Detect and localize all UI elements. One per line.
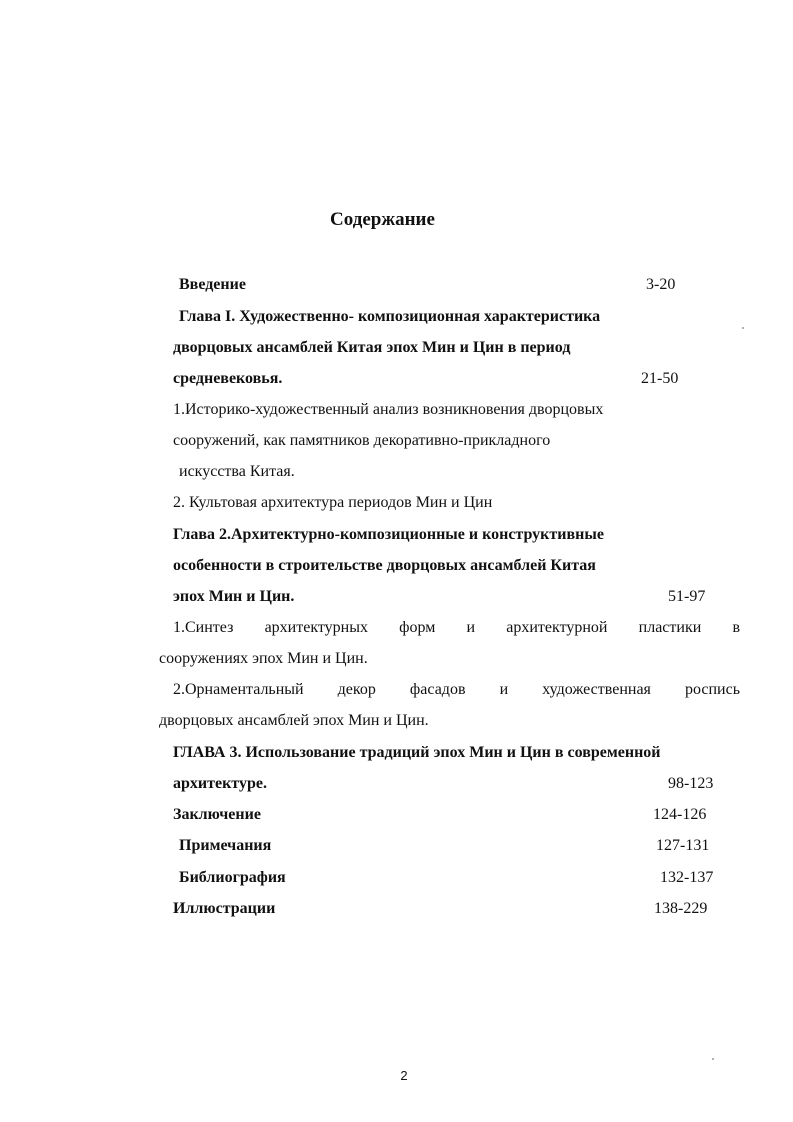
toc-intro-label: Введение bbox=[179, 276, 246, 293]
toc-section1-1-line1: 1.Историко-художественный анализ возникновения дворцовых bbox=[173, 401, 604, 418]
toc-chapter3-line2: архитектуре. bbox=[173, 775, 267, 792]
toc-section2-1-line2: сооружениях эпох Мин и Цин. bbox=[159, 650, 368, 667]
toc-section1-2-line1: 2. Культовая архитектура периодов Мин и Цин bbox=[173, 494, 493, 511]
toc-illustrations-pages: 138-229 bbox=[654, 900, 708, 917]
toc-conclusion-label: Заключение bbox=[173, 806, 261, 823]
toc-chapter2-line2: особенности в строительстве дворцовых ансамблей Китая bbox=[173, 557, 596, 574]
toc-chapter3-pages: 98-123 bbox=[668, 775, 714, 792]
toc-bibliography-label: Библиография bbox=[179, 869, 286, 886]
toc-chapter1-line3: средневековья. bbox=[173, 370, 283, 387]
toc-chapter2-pages: 51-97 bbox=[668, 588, 706, 605]
toc-notes-pages: 127-131 bbox=[656, 837, 710, 854]
toc-notes-label: Примечания bbox=[179, 837, 272, 854]
toc-section2-2-line1 bbox=[173, 679, 740, 701]
toc-section1-1-line2: сооружений, как памятников декоративно-прикладного bbox=[173, 432, 551, 449]
toc-intro-pages: 3-20 bbox=[646, 276, 676, 293]
toc-chapter1-pages: 21-50 bbox=[641, 370, 679, 387]
toc-bibliography-pages: 132-137 bbox=[660, 869, 714, 886]
toc-section2-1-line1 bbox=[173, 617, 740, 639]
toc-section2-2-line1-text: 2.Орнаментальный декор фасадов и художественная роспись bbox=[173, 681, 740, 698]
scan-speck bbox=[712, 1058, 714, 1060]
toc-section2-1-line1-text: 1.Синтез архитектурных форм и архитектурной пластики в bbox=[173, 619, 740, 636]
toc-illustrations-label: Иллюстрации bbox=[173, 900, 276, 917]
toc-chapter1-line2: дворцовых ансамблей Китая эпох Мин и Цин в период bbox=[173, 339, 571, 356]
scan-speck bbox=[742, 327, 744, 329]
toc-section1-1-line3: искусства Китая. bbox=[179, 463, 295, 480]
toc-chapter1-line1: Глава I. Художественно- композиционная характеристика bbox=[179, 308, 601, 325]
toc-section2-2-line2: дворцовых ансамблей эпох Мин и Цин. bbox=[159, 712, 429, 729]
toc-chapter2-line3: эпох Мин и Цин. bbox=[173, 588, 295, 605]
toc-chapter2-line1: Глава 2.Архитектурно-композиционные и конструктивные bbox=[173, 526, 604, 543]
toc-chapter3-line1: ГЛАВА 3. Использование традиций эпох Мин и Цин в современной bbox=[173, 744, 661, 761]
page-title: Содержание bbox=[330, 209, 435, 230]
toc-conclusion-pages: 124-126 bbox=[653, 806, 707, 823]
page-number: 2 bbox=[400, 1068, 408, 1083]
